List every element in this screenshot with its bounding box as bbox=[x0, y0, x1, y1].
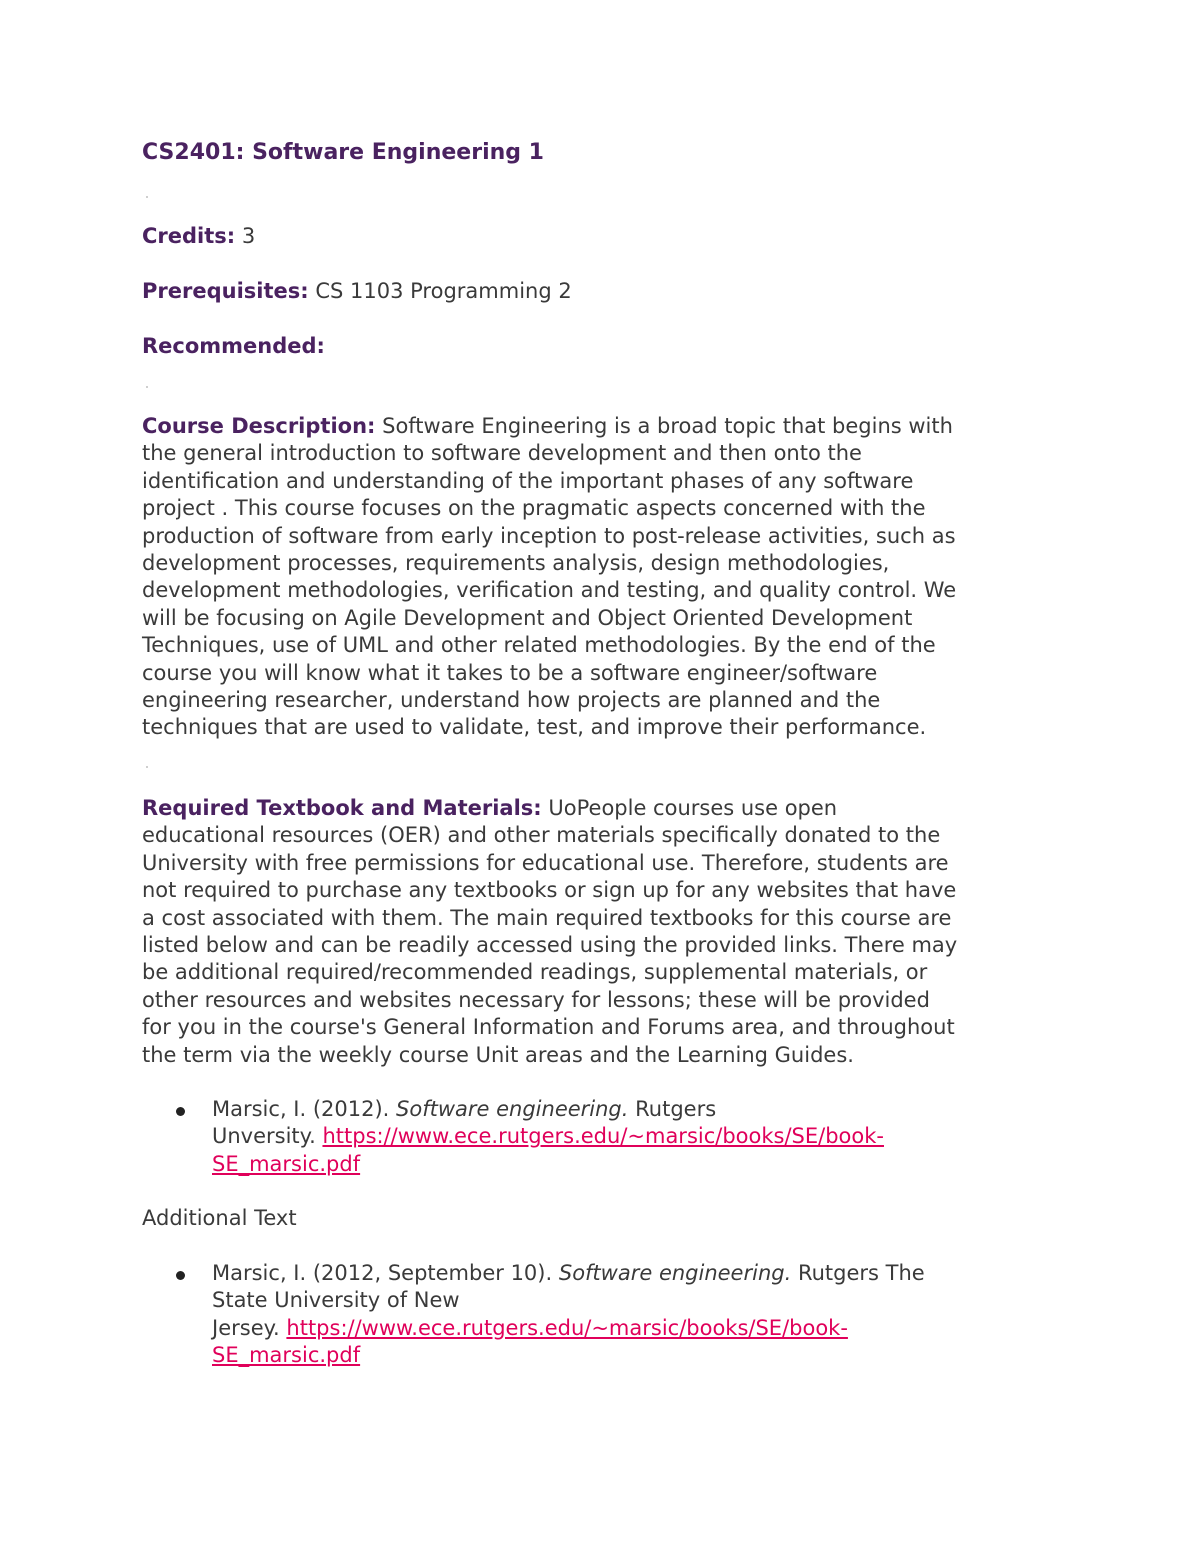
course-description-line: development methodologies, verification and testing, and quality control. We bbox=[142, 578, 957, 603]
recommended-field bbox=[142, 334, 325, 358]
course-description-line: engineering researcher, understand how projects are planned and the bbox=[142, 688, 881, 713]
course-title: CS2401: Software Engineering 1 bbox=[142, 140, 544, 165]
course-description-line: will be focusing on Agile Development and Object Oriented Development bbox=[142, 605, 913, 630]
course-description-line: Techniques, use of UML and other related methodologies. By the end of the bbox=[142, 633, 936, 658]
required-textbook-line: be additional required/recommended readings, supplemental materials, or bbox=[142, 960, 928, 985]
spacer-mark bbox=[146, 766, 148, 768]
required-textbook-line: for you in the course's General Information and Forums area, and throughout bbox=[142, 1015, 955, 1040]
citation-link[interactable]: SE_marsic.pdf bbox=[212, 1151, 361, 1176]
bullet-icon bbox=[176, 1107, 185, 1116]
recommended-label: Recommended: bbox=[142, 334, 325, 358]
prerequisites-value: CS 1103 Programming 2 bbox=[315, 279, 572, 303]
bullet-icon bbox=[176, 1271, 185, 1280]
citation-author-date: Marsic, I. (2012). bbox=[212, 1097, 390, 1121]
citation-link[interactable]: https://www.ece.rutgers.edu/~marsic/books/SE/book- bbox=[322, 1124, 884, 1149]
credits-label: Credits: bbox=[142, 224, 236, 248]
additional-text-heading: Additional Text bbox=[142, 1206, 297, 1230]
course-description bbox=[142, 413, 1072, 742]
required-textbook-label: Required Textbook and Materials: bbox=[142, 796, 542, 820]
citation-publisher: State University of New bbox=[212, 1288, 460, 1313]
citation-title: Software engineering. bbox=[396, 1097, 629, 1121]
course-description-line: techniques that are used to validate, test, and improve their performance. bbox=[142, 715, 927, 740]
citation bbox=[212, 1260, 1072, 1370]
course-description-line: project . This course focuses on the pragmatic aspects concerned with the bbox=[142, 496, 926, 521]
citation-publisher: Unversity. bbox=[212, 1124, 316, 1149]
course-description-line: production of software from early inception to post-release activities, such as bbox=[142, 523, 956, 548]
course-description-line: Course Description: Software Engineering is a broad topic that begins with bbox=[142, 414, 953, 438]
required-textbook-line: University with free permissions for educational use. Therefore, students are bbox=[142, 850, 949, 875]
list-item bbox=[142, 1260, 1072, 1370]
citation bbox=[212, 1096, 1072, 1178]
required-textbook-line: other resources and websites necessary for lessons; these will be provided bbox=[142, 987, 930, 1012]
spacer-mark bbox=[146, 386, 148, 388]
citation-title: Software engineering. bbox=[558, 1261, 792, 1285]
citation-publisher: Rutgers The bbox=[797, 1261, 925, 1285]
required-textbook bbox=[142, 795, 1072, 1069]
credits-field bbox=[142, 224, 255, 248]
course-description-line: identification and understanding of the important phases of any software bbox=[142, 468, 914, 493]
citation-link[interactable]: SE_marsic.pdf bbox=[212, 1343, 361, 1368]
citation-publisher: Rutgers bbox=[635, 1097, 717, 1121]
list-item bbox=[142, 1096, 1072, 1178]
required-textbook-line: listed below and can be readily accessed using the provided links. There may bbox=[142, 933, 958, 958]
citation-publisher: Jersey. bbox=[212, 1315, 280, 1340]
prerequisites-field bbox=[142, 279, 572, 303]
citation-link[interactable]: https://www.ece.rutgers.edu/~marsic/books/SE/book- bbox=[286, 1315, 848, 1340]
required-textbook-line: not required to purchase any textbooks or sign up for any websites that have bbox=[142, 878, 957, 903]
required-textbook-line: a cost associated with them. The main required textbooks for this course are bbox=[142, 905, 952, 930]
course-description-line: course you will know what it takes to be a software engineer/software bbox=[142, 660, 878, 685]
spacer-mark bbox=[146, 196, 148, 198]
required-textbook-line: educational resources (OER) and other materials specifically donated to the bbox=[142, 823, 941, 848]
citation-author-date: Marsic, I. (2012, September 10). bbox=[212, 1261, 553, 1285]
required-textbook-line: Required Textbook and Materials: UoPeople courses use open bbox=[142, 796, 838, 820]
course-description-line: development processes, requirements analysis, design methodologies, bbox=[142, 551, 890, 576]
prerequisites-label: Prerequisites: bbox=[142, 279, 309, 303]
required-textbook-line: the term via the weekly course Unit areas and the Learning Guides. bbox=[142, 1042, 854, 1067]
course-description-line: the general introduction to software development and then onto the bbox=[142, 441, 862, 466]
course-description-label: Course Description: bbox=[142, 414, 376, 438]
credits-value: 3 bbox=[241, 224, 256, 248]
